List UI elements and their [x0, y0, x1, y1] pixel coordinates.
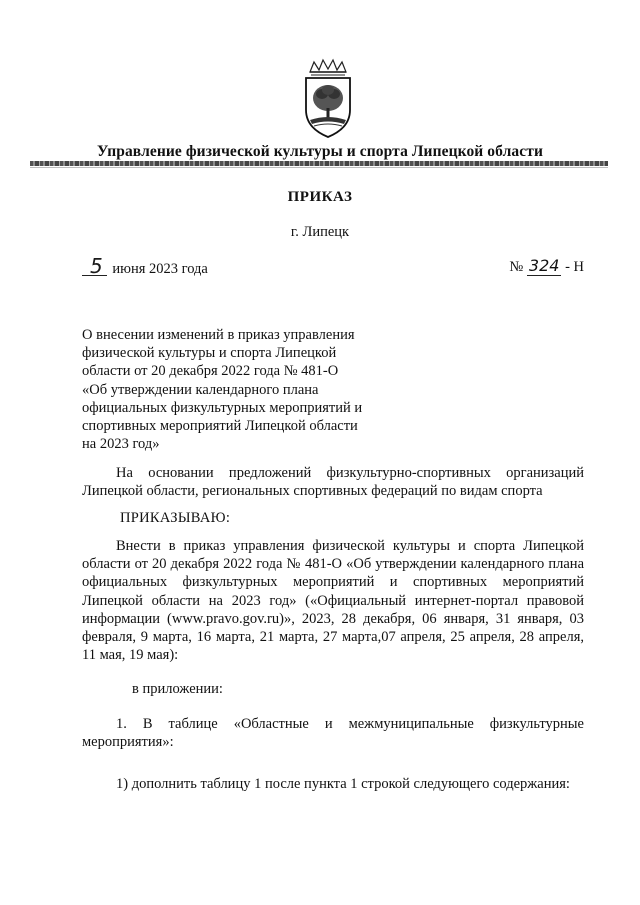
document-subject — [82, 326, 382, 453]
subject-line: спортивных мероприятий Липецкой области — [82, 418, 358, 435]
subject-line: на 2023 год» — [82, 436, 160, 453]
number-prefix: № — [509, 259, 524, 275]
document-city: г. Липецк — [290, 224, 350, 240]
handwritten-day: 5 — [82, 257, 107, 276]
coat-of-arms-icon — [298, 58, 358, 140]
header-divider-thin — [30, 167, 608, 168]
subject-line: О внесении изменений в приказ управления — [82, 327, 355, 343]
date-text: июня 2023 года — [112, 261, 208, 277]
organization-title: Управление физической культуры и спорта Липецкой области — [97, 143, 543, 160]
basis-paragraph: На основании предложений физкультурно-спортивных организаций Липецкой области, региональных спортивных федераций по видам спорта — [82, 465, 584, 500]
header-divider — [30, 161, 608, 166]
handwritten-number: 324 — [528, 256, 560, 275]
main-paragraph: Внести в приказ управления физической культуры и спорта Липецкой области от 20 декабря 2022 года № 481-О «Об утверждении календарного плана официальных физкультурных мероприятий и спортивных мероприятий Липецкой области на 2023 год» («Официальный интернет-портал правовой информации (www.pravo.gov.ru)», 2023, 28 декабря, 06 января, 31 января, 03 февраля, 9 марта, 16 марта, 21 марта, 27 марта,07 апреля, 25 апреля, 28 апреля, 11 мая, 19 мая): — [82, 538, 584, 664]
order-word: ПРИКАЗЫВАЮ: — [120, 510, 231, 526]
number-suffix: - Н — [565, 259, 584, 275]
item-1: 1. В таблице «Областные и межмуниципальные физкультурные мероприятия»: — [82, 716, 584, 751]
document-date — [82, 254, 208, 278]
item-1-1: 1) дополнить таблицу 1 после пункта 1 строкой следующего содержания: — [116, 776, 570, 792]
subject-line: физической культуры и спорта Липецкой — [82, 345, 337, 362]
subject-line: области от 20 декабря 2022 года № 481-О — [82, 363, 339, 380]
subject-line: официальных физкультурных мероприятий и — [82, 399, 363, 416]
appendix-line: в приложении: — [132, 681, 223, 697]
document-type: ПРИКАЗ — [287, 189, 353, 205]
document-number — [474, 257, 584, 276]
subject-line: «Об утверждении календарного плана — [82, 381, 319, 398]
